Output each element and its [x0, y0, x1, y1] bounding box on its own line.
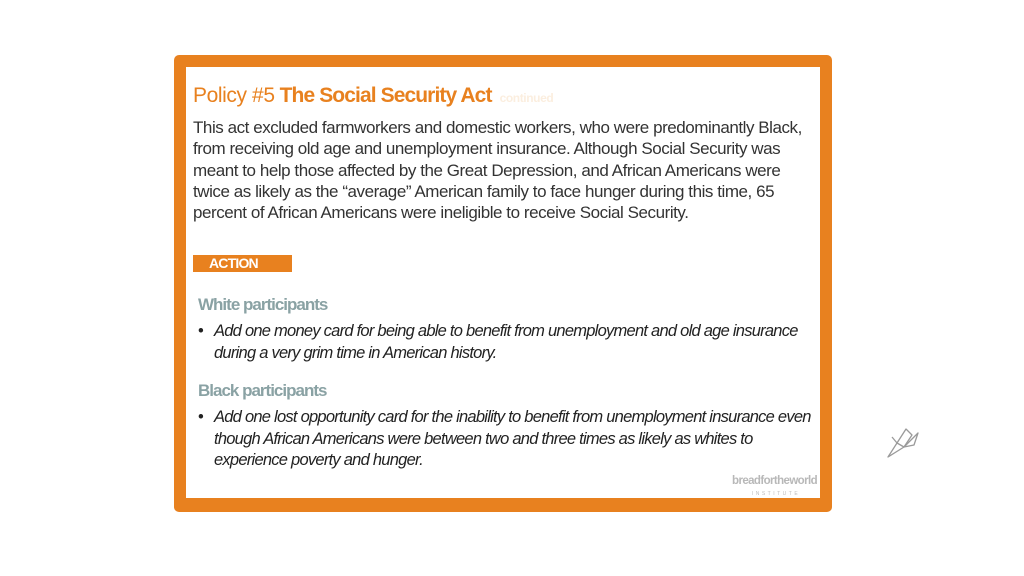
policy-card: [174, 55, 832, 512]
logo-name: breadfortheworld: [732, 475, 817, 487]
policy-name: The Social Security Act: [279, 84, 492, 107]
bread-for-the-world-logo: [711, 475, 817, 498]
black-participants-text: Add one lost opportunity card for the inability to benefit from unemployment insurance even though African Americans were between two and three times as likely as whites to experience poverty and hunger.: [214, 408, 811, 469]
black-participants-heading: Black participants: [198, 381, 327, 400]
black-participants-bullet: [198, 407, 818, 472]
policy-number: Policy #5: [193, 84, 275, 107]
bullet-dot: •: [198, 408, 204, 426]
policy-card-body: [186, 67, 820, 498]
policy-title: [193, 84, 553, 110]
white-participants-heading: White participants: [198, 295, 328, 314]
white-participants-text: Add one money card for being able to benefit from unemployment and old age insurance during a very grim time in American history.: [214, 322, 798, 362]
bullet-dot: •: [198, 322, 204, 340]
policy-description: This act excluded farmworkers and domestic workers, who were predominantly Black, from receiving old age and unemployment insurance. Although Social Security was meant to help those affected by the Great Depression, and African Americans were twice as likely as the “average” American family to face hunger during this time, 65 percent of African Americans were ineligible to receive Social Security.: [193, 118, 802, 223]
policy-title-continued: continued: [499, 91, 554, 105]
pinwheel-logo-icon: [884, 423, 920, 459]
white-participants-bullet: [198, 321, 818, 364]
logo-subtitle: INSTITUTE: [751, 491, 801, 497]
action-badge: ACTION: [193, 255, 292, 272]
